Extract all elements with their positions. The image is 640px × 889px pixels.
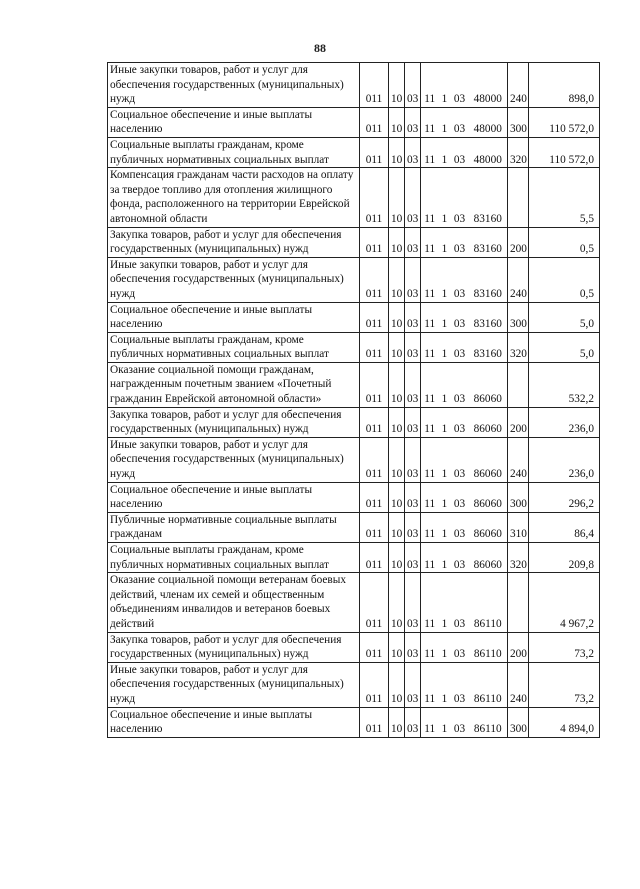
subsection-code-cell: 03 [405, 107, 421, 137]
subsection-code-cell: 03 [405, 257, 421, 302]
ministry-code-cell: 011 [360, 63, 389, 108]
program-code-cell: 11 [421, 168, 439, 227]
amount-cell: 0,5 [529, 227, 600, 257]
section-code-cell: 10 [389, 707, 405, 737]
main-event-code-cell: 03 [451, 168, 469, 227]
program-code-cell: 11 [421, 662, 439, 707]
program-code-cell: 11 [421, 543, 439, 573]
subsection-code-cell: 03 [405, 573, 421, 632]
table-body [108, 63, 600, 738]
ministry-code-cell: 011 [360, 482, 389, 512]
expense-name-cell: Иные закупки товаров, работ и услуг для обеспечения государственных (муниципальных) нужд [108, 662, 360, 707]
main-event-code-cell: 03 [451, 573, 469, 632]
subprogram-code-cell: 1 [439, 632, 451, 662]
subprogram-code-cell: 1 [439, 137, 451, 167]
expense-name-cell: Оказание социальной помощи ветеранам боевых действий, членам их семей и общественным объединениям инвалидов и ветеранов боевых действий [108, 573, 360, 632]
subsection-code-cell: 03 [405, 632, 421, 662]
subprogram-code-cell: 1 [439, 257, 451, 302]
table-row [108, 662, 600, 707]
direction-code-cell: 83160 [469, 257, 508, 302]
table-row [108, 332, 600, 362]
expense-name-cell: Закупка товаров, работ и услуг для обеспечения государственных (муниципальных) нужд [108, 407, 360, 437]
main-event-code-cell: 03 [451, 362, 469, 407]
table-row [108, 482, 600, 512]
amount-cell: 5,0 [529, 302, 600, 332]
ministry-code-cell: 011 [360, 302, 389, 332]
direction-code-cell: 86110 [469, 662, 508, 707]
section-code-cell: 10 [389, 362, 405, 407]
section-code-cell: 10 [389, 543, 405, 573]
amount-cell: 5,0 [529, 332, 600, 362]
program-code-cell: 11 [421, 107, 439, 137]
program-code-cell: 11 [421, 63, 439, 108]
direction-code-cell: 86060 [469, 437, 508, 482]
section-code-cell: 10 [389, 332, 405, 362]
main-event-code-cell: 03 [451, 137, 469, 167]
expense-name-cell: Иные закупки товаров, работ и услуг для обеспечения государственных (муниципальных) нужд [108, 257, 360, 302]
ministry-code-cell: 011 [360, 632, 389, 662]
main-event-code-cell: 03 [451, 482, 469, 512]
subsection-code-cell: 03 [405, 662, 421, 707]
expense-name-cell: Публичные нормативные социальные выплаты гражданам [108, 512, 360, 542]
direction-code-cell: 86110 [469, 632, 508, 662]
expense-type-cell: 240 [508, 63, 529, 108]
program-code-cell: 11 [421, 362, 439, 407]
expense-type-cell: 320 [508, 137, 529, 167]
expense-type-cell: 200 [508, 632, 529, 662]
ministry-code-cell: 011 [360, 137, 389, 167]
table-row [108, 362, 600, 407]
subsection-code-cell: 03 [405, 437, 421, 482]
main-event-code-cell: 03 [451, 512, 469, 542]
subprogram-code-cell: 1 [439, 662, 451, 707]
program-code-cell: 11 [421, 407, 439, 437]
expense-type-cell: 200 [508, 407, 529, 437]
expense-name-cell: Социальное обеспечение и иные выплаты населению [108, 482, 360, 512]
expense-name-cell: Социальное обеспечение и иные выплаты населению [108, 302, 360, 332]
expense-type-cell: 300 [508, 302, 529, 332]
section-code-cell: 10 [389, 632, 405, 662]
main-event-code-cell: 03 [451, 632, 469, 662]
expense-name-cell: Оказание социальной помощи гражданам, награжденным почетным званием «Почетный гражданин Еврейской автономной области» [108, 362, 360, 407]
ministry-code-cell: 011 [360, 332, 389, 362]
amount-cell: 86,4 [529, 512, 600, 542]
amount-cell: 4 894,0 [529, 707, 600, 737]
expense-name-cell: Социальные выплаты гражданам, кроме публичных нормативных социальных выплат [108, 543, 360, 573]
direction-code-cell: 83160 [469, 302, 508, 332]
section-code-cell: 10 [389, 662, 405, 707]
main-event-code-cell: 03 [451, 332, 469, 362]
subprogram-code-cell: 1 [439, 107, 451, 137]
subprogram-code-cell: 1 [439, 362, 451, 407]
subprogram-code-cell: 1 [439, 332, 451, 362]
main-event-code-cell: 03 [451, 437, 469, 482]
section-code-cell: 10 [389, 63, 405, 108]
main-event-code-cell: 03 [451, 107, 469, 137]
direction-code-cell: 48000 [469, 63, 508, 108]
amount-cell: 209,8 [529, 543, 600, 573]
direction-code-cell: 86060 [469, 512, 508, 542]
program-code-cell: 11 [421, 707, 439, 737]
section-code-cell: 10 [389, 437, 405, 482]
main-event-code-cell: 03 [451, 302, 469, 332]
program-code-cell: 11 [421, 437, 439, 482]
section-code-cell: 10 [389, 168, 405, 227]
program-code-cell: 11 [421, 137, 439, 167]
expense-type-cell: 310 [508, 512, 529, 542]
program-code-cell: 11 [421, 302, 439, 332]
amount-cell: 4 967,2 [529, 573, 600, 632]
ministry-code-cell: 011 [360, 227, 389, 257]
expense-name-cell: Закупка товаров, работ и услуг для обеспечения государственных (муниципальных) нужд [108, 227, 360, 257]
amount-cell: 110 572,0 [529, 137, 600, 167]
table-row [108, 707, 600, 737]
table-row [108, 437, 600, 482]
ministry-code-cell: 011 [360, 437, 389, 482]
expense-type-cell: 320 [508, 543, 529, 573]
expense-type-cell: 320 [508, 332, 529, 362]
main-event-code-cell: 03 [451, 543, 469, 573]
amount-cell: 73,2 [529, 662, 600, 707]
expense-name-cell: Компенсация гражданам части расходов на оплату за твердое топливо для отопления жилищного фонда, расположенного на территории Еврейской автономной области [108, 168, 360, 227]
table-row [108, 512, 600, 542]
direction-code-cell: 48000 [469, 137, 508, 167]
subsection-code-cell: 03 [405, 137, 421, 167]
expense-name-cell: Социальное обеспечение и иные выплаты населению [108, 107, 360, 137]
subprogram-code-cell: 1 [439, 168, 451, 227]
ministry-code-cell: 011 [360, 573, 389, 632]
amount-cell: 296,2 [529, 482, 600, 512]
direction-code-cell: 86060 [469, 482, 508, 512]
program-code-cell: 11 [421, 573, 439, 632]
expense-type-cell: 240 [508, 437, 529, 482]
ministry-code-cell: 011 [360, 168, 389, 227]
subprogram-code-cell: 1 [439, 63, 451, 108]
table-row [108, 407, 600, 437]
main-event-code-cell: 03 [451, 63, 469, 108]
expense-name-cell: Иные закупки товаров, работ и услуг для обеспечения государственных (муниципальных) нужд [108, 63, 360, 108]
direction-code-cell: 83160 [469, 332, 508, 362]
ministry-code-cell: 011 [360, 512, 389, 542]
subprogram-code-cell: 1 [439, 543, 451, 573]
main-event-code-cell: 03 [451, 707, 469, 737]
subprogram-code-cell: 1 [439, 707, 451, 737]
amount-cell: 5,5 [529, 168, 600, 227]
ministry-code-cell: 011 [360, 362, 389, 407]
main-event-code-cell: 03 [451, 407, 469, 437]
subsection-code-cell: 03 [405, 63, 421, 108]
subsection-code-cell: 03 [405, 512, 421, 542]
section-code-cell: 10 [389, 482, 405, 512]
subsection-code-cell: 03 [405, 227, 421, 257]
table-row [108, 543, 600, 573]
section-code-cell: 10 [389, 573, 405, 632]
table-row [108, 137, 600, 167]
amount-cell: 236,0 [529, 407, 600, 437]
table-row [108, 227, 600, 257]
budget-table [107, 62, 600, 738]
table-row [108, 573, 600, 632]
expense-name-cell: Закупка товаров, работ и услуг для обеспечения государственных (муниципальных) нужд [108, 632, 360, 662]
subsection-code-cell: 03 [405, 543, 421, 573]
amount-cell: 898,0 [529, 63, 600, 108]
subprogram-code-cell: 1 [439, 227, 451, 257]
subprogram-code-cell: 1 [439, 407, 451, 437]
table-row [108, 107, 600, 137]
section-code-cell: 10 [389, 302, 405, 332]
direction-code-cell: 86060 [469, 362, 508, 407]
subsection-code-cell: 03 [405, 482, 421, 512]
expense-type-cell [508, 168, 529, 227]
ministry-code-cell: 011 [360, 407, 389, 437]
table-row [108, 632, 600, 662]
table-row [108, 302, 600, 332]
section-code-cell: 10 [389, 107, 405, 137]
program-code-cell: 11 [421, 227, 439, 257]
program-code-cell: 11 [421, 257, 439, 302]
direction-code-cell: 86060 [469, 407, 508, 437]
subprogram-code-cell: 1 [439, 437, 451, 482]
table-row [108, 63, 600, 108]
main-event-code-cell: 03 [451, 662, 469, 707]
section-code-cell: 10 [389, 257, 405, 302]
page-number: 88 [314, 41, 326, 55]
expense-type-cell: 240 [508, 257, 529, 302]
amount-cell: 110 572,0 [529, 107, 600, 137]
direction-code-cell: 83160 [469, 168, 508, 227]
subprogram-code-cell: 1 [439, 482, 451, 512]
subprogram-code-cell: 1 [439, 512, 451, 542]
expense-type-cell: 300 [508, 707, 529, 737]
table-row [108, 257, 600, 302]
program-code-cell: 11 [421, 512, 439, 542]
ministry-code-cell: 011 [360, 543, 389, 573]
section-code-cell: 10 [389, 137, 405, 167]
section-code-cell: 10 [389, 512, 405, 542]
subsection-code-cell: 03 [405, 362, 421, 407]
subsection-code-cell: 03 [405, 332, 421, 362]
direction-code-cell: 83160 [469, 227, 508, 257]
main-event-code-cell: 03 [451, 227, 469, 257]
direction-code-cell: 48000 [469, 107, 508, 137]
ministry-code-cell: 011 [360, 662, 389, 707]
ministry-code-cell: 011 [360, 257, 389, 302]
subsection-code-cell: 03 [405, 302, 421, 332]
expense-name-cell: Социальное обеспечение и иные выплаты населению [108, 707, 360, 737]
expense-name-cell: Социальные выплаты гражданам, кроме публичных нормативных социальных выплат [108, 332, 360, 362]
direction-code-cell: 86110 [469, 573, 508, 632]
expense-type-cell: 200 [508, 227, 529, 257]
amount-cell: 0,5 [529, 257, 600, 302]
direction-code-cell: 86060 [469, 543, 508, 573]
expense-type-cell [508, 573, 529, 632]
section-code-cell: 10 [389, 407, 405, 437]
amount-cell: 73,2 [529, 632, 600, 662]
amount-cell: 532,2 [529, 362, 600, 407]
program-code-cell: 11 [421, 482, 439, 512]
amount-cell: 236,0 [529, 437, 600, 482]
expense-type-cell [508, 362, 529, 407]
subprogram-code-cell: 1 [439, 573, 451, 632]
table-row [108, 168, 600, 227]
direction-code-cell: 86110 [469, 707, 508, 737]
program-code-cell: 11 [421, 332, 439, 362]
expense-type-cell: 300 [508, 482, 529, 512]
subsection-code-cell: 03 [405, 707, 421, 737]
subprogram-code-cell: 1 [439, 302, 451, 332]
subsection-code-cell: 03 [405, 168, 421, 227]
expense-name-cell: Иные закупки товаров, работ и услуг для обеспечения государственных (муниципальных) нужд [108, 437, 360, 482]
main-event-code-cell: 03 [451, 257, 469, 302]
program-code-cell: 11 [421, 632, 439, 662]
expense-type-cell: 240 [508, 662, 529, 707]
subsection-code-cell: 03 [405, 407, 421, 437]
expense-name-cell: Социальные выплаты гражданам, кроме публичных нормативных социальных выплат [108, 137, 360, 167]
expense-type-cell: 300 [508, 107, 529, 137]
ministry-code-cell: 011 [360, 707, 389, 737]
section-code-cell: 10 [389, 227, 405, 257]
ministry-code-cell: 011 [360, 107, 389, 137]
